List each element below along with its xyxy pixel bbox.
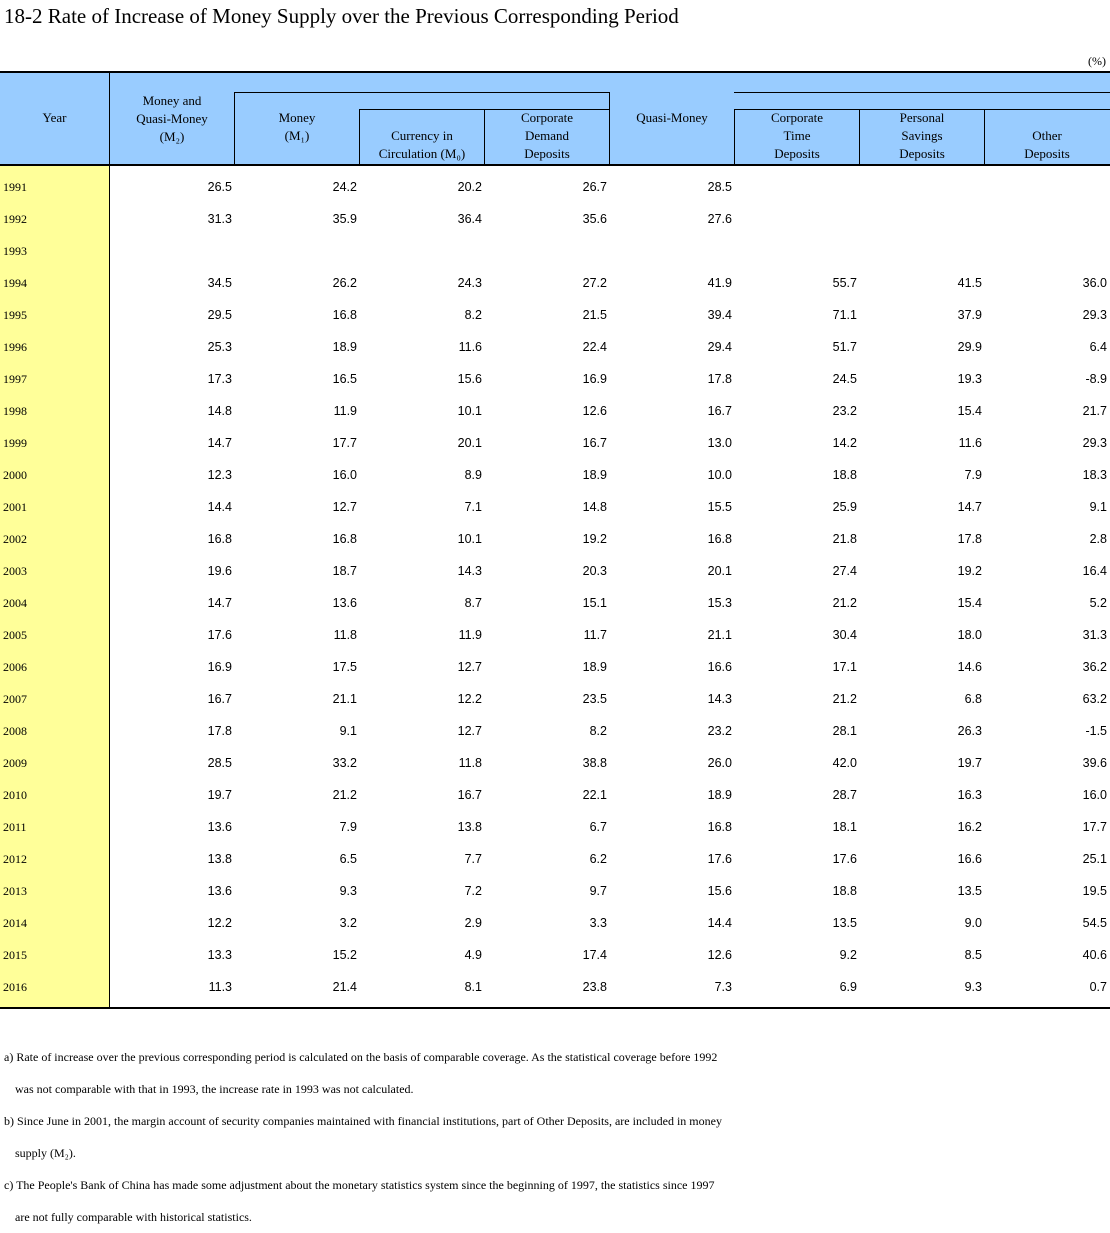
table-cell: 17.6 bbox=[832, 852, 857, 866]
table-cell: 39.6 bbox=[1082, 756, 1107, 770]
table-cell: 12.7 bbox=[457, 724, 482, 738]
table-cell: 14.4 bbox=[207, 500, 232, 514]
table-cell: 18.3 bbox=[1082, 468, 1107, 482]
note-b-cont: supply (M₂). bbox=[15, 1146, 76, 1160]
table-cell: 26.7 bbox=[582, 180, 607, 194]
table-cell: 9.2 bbox=[839, 948, 857, 962]
table-cell: 18.9 bbox=[332, 340, 357, 354]
row-year: 1996 bbox=[3, 340, 27, 354]
table-cell: 37.9 bbox=[957, 308, 982, 322]
table-cell: 16.5 bbox=[332, 372, 357, 386]
table-cell: 18.7 bbox=[332, 564, 357, 578]
table-cell: 17.5 bbox=[332, 660, 357, 674]
table-cell: 30.4 bbox=[832, 628, 857, 642]
table-cell: 8.1 bbox=[464, 980, 482, 994]
table-cell: 16.0 bbox=[1082, 788, 1107, 802]
table-cell: 21.2 bbox=[832, 692, 857, 706]
table-cell: 14.8 bbox=[582, 500, 607, 514]
table-cell: 4.9 bbox=[464, 948, 482, 962]
table-cell: 8.7 bbox=[464, 596, 482, 610]
table-cell: 11.6 bbox=[458, 340, 482, 354]
table-cell: 13.6 bbox=[207, 884, 232, 898]
note-c-cont: are not fully comparable with historical statistics. bbox=[15, 1210, 252, 1224]
table-cell: 18.9 bbox=[582, 660, 607, 674]
row-year: 1993 bbox=[3, 244, 27, 258]
table-cell: 16.7 bbox=[207, 692, 232, 706]
table-cell: 13.8 bbox=[207, 852, 232, 866]
row-year: 2007 bbox=[3, 692, 27, 706]
table-cell: 40.6 bbox=[1082, 948, 1107, 962]
table-cell: 5.2 bbox=[1089, 596, 1107, 610]
table-cell: 13.6 bbox=[207, 820, 232, 834]
table-cell: 7.9 bbox=[964, 468, 982, 482]
table-cell: 15.2 bbox=[332, 948, 357, 962]
money-group-rule bbox=[234, 92, 609, 93]
table-cell: 19.5 bbox=[1082, 884, 1107, 898]
table-cell: 13.5 bbox=[832, 916, 857, 930]
table-cell: 17.4 bbox=[582, 948, 607, 962]
table-cell: 29.3 bbox=[1082, 436, 1107, 450]
table-cell: 16.3 bbox=[957, 788, 982, 802]
table-cell: 9.1 bbox=[339, 724, 357, 738]
table-cell: 19.2 bbox=[957, 564, 982, 578]
unit-label: (%) bbox=[1088, 54, 1106, 68]
row-year: 2008 bbox=[3, 724, 27, 738]
table-cell: 23.2 bbox=[832, 404, 857, 418]
table-cell: 25.3 bbox=[207, 340, 232, 354]
table-cell: 16.2 bbox=[957, 820, 982, 834]
header-corp-demand: Corporate Demand Deposits bbox=[521, 110, 573, 161]
table-cell: 21.2 bbox=[832, 596, 857, 610]
table-cell: 11.9 bbox=[333, 404, 357, 418]
table-cell: 14.3 bbox=[457, 564, 482, 578]
table-cell: 16.9 bbox=[582, 372, 607, 386]
table-cell: 2.8 bbox=[1089, 532, 1107, 546]
table-cell: 23.2 bbox=[707, 724, 732, 738]
table-cell: 17.1 bbox=[832, 660, 857, 674]
table-cell: 9.3 bbox=[964, 980, 982, 994]
table-cell: 11.6 bbox=[958, 436, 982, 450]
table-cell: 14.8 bbox=[207, 404, 232, 418]
table-cell: 12.2 bbox=[207, 916, 232, 930]
table-cell: 10.0 bbox=[707, 468, 732, 482]
row-year: 2015 bbox=[3, 948, 27, 962]
table-cell: 18.9 bbox=[707, 788, 732, 802]
table-cell: 0.7 bbox=[1089, 980, 1107, 994]
table-cell: 21.2 bbox=[332, 788, 357, 802]
table-cell: 6.4 bbox=[1089, 340, 1107, 354]
table-cell: 14.7 bbox=[207, 596, 232, 610]
table-cell: 20.1 bbox=[707, 564, 732, 578]
table-cell: 63.2 bbox=[1082, 692, 1107, 706]
table-cell: 7.2 bbox=[464, 884, 482, 898]
header-personal-savings: Personal Savings Deposits bbox=[899, 110, 945, 161]
row-year: 2000 bbox=[3, 468, 27, 482]
note-a: a) Rate of increase over the previous corresponding period is calculated on the basis of comparable coverage. As the statistical coverage before 1992 bbox=[4, 1050, 718, 1064]
table-cell: 9.7 bbox=[589, 884, 607, 898]
table-cell: 26.0 bbox=[707, 756, 732, 770]
header-other-deposits: Other Deposits bbox=[1024, 128, 1070, 161]
table-cell: 39.4 bbox=[707, 308, 732, 322]
table-cell: 12.3 bbox=[207, 468, 232, 482]
table-cell: -1.5 bbox=[1085, 724, 1107, 738]
table-cell: 18.8 bbox=[832, 468, 857, 482]
table-cell: 20.3 bbox=[582, 564, 607, 578]
table-cell: 23.8 bbox=[582, 980, 607, 994]
table-cell: 12.6 bbox=[707, 948, 732, 962]
table-cell: 16.7 bbox=[582, 436, 607, 450]
table-cell: 55.7 bbox=[832, 276, 857, 290]
table-cell: 24.3 bbox=[457, 276, 482, 290]
table-cell: 28.5 bbox=[707, 180, 732, 194]
table-cell: 7.9 bbox=[339, 820, 357, 834]
table-cell: 16.8 bbox=[707, 820, 732, 834]
table-cell: 17.8 bbox=[207, 724, 232, 738]
table-cell: 16.7 bbox=[707, 404, 732, 418]
table-cell: 28.7 bbox=[832, 788, 857, 802]
table-cell: 9.3 bbox=[339, 884, 357, 898]
table-cell: 13.6 bbox=[332, 596, 357, 610]
note-a-cont: was not comparable with that in 1993, the increase rate in 1993 was not calculated. bbox=[15, 1082, 414, 1096]
table-cell: 41.9 bbox=[707, 276, 732, 290]
table-cell: 19.6 bbox=[207, 564, 232, 578]
table-cell: 25.1 bbox=[1082, 852, 1107, 866]
row-year: 2003 bbox=[3, 564, 27, 578]
table-cell: 15.6 bbox=[457, 372, 482, 386]
table-cell: 12.2 bbox=[457, 692, 482, 706]
table-cell: 2.9 bbox=[464, 916, 482, 930]
table-cell: 17.3 bbox=[207, 372, 232, 386]
header-divider-quasi bbox=[609, 92, 610, 164]
row-year: 2009 bbox=[3, 756, 27, 770]
table-cell: 16.7 bbox=[457, 788, 482, 802]
header-m2: Money and Quasi-Money (M₂) bbox=[136, 93, 208, 144]
table-cell: 16.8 bbox=[207, 532, 232, 546]
table-cell: 24.5 bbox=[832, 372, 857, 386]
table-cell: 36.2 bbox=[1082, 660, 1107, 674]
table-cell: 21.8 bbox=[832, 532, 857, 546]
table-cell: 25.9 bbox=[832, 500, 857, 514]
table-cell: 12.7 bbox=[332, 500, 357, 514]
table-cell: 21.1 bbox=[707, 628, 732, 642]
row-year: 1992 bbox=[3, 212, 27, 226]
quasi-group-rule bbox=[734, 92, 1110, 93]
table-cell: 14.3 bbox=[707, 692, 732, 706]
row-year: 1999 bbox=[3, 436, 27, 450]
header-bottom-rule bbox=[0, 164, 1110, 166]
table-cell: 13.0 bbox=[707, 436, 732, 450]
table-cell: 14.7 bbox=[207, 436, 232, 450]
table-cell: 21.7 bbox=[1082, 404, 1107, 418]
table-cell: 21.5 bbox=[582, 308, 607, 322]
table-cell: 18.8 bbox=[832, 884, 857, 898]
table-cell: 29.5 bbox=[207, 308, 232, 322]
table-cell: 16.8 bbox=[332, 532, 357, 546]
table-cell: 18.1 bbox=[832, 820, 857, 834]
row-year: 2001 bbox=[3, 500, 27, 514]
table-cell: 15.5 bbox=[707, 500, 732, 514]
table-cell: 27.2 bbox=[582, 276, 607, 290]
table-cell: 6.7 bbox=[589, 820, 607, 834]
table-cell: 20.2 bbox=[457, 180, 482, 194]
row-year: 2011 bbox=[3, 820, 27, 834]
table-cell: 7.7 bbox=[464, 852, 482, 866]
row-year: 1991 bbox=[3, 180, 27, 194]
table-cell: 23.5 bbox=[582, 692, 607, 706]
table-cell: 10.1 bbox=[457, 404, 482, 418]
row-year: 1997 bbox=[3, 372, 27, 386]
table-cell: 14.4 bbox=[707, 916, 732, 930]
table-cell: 17.6 bbox=[207, 628, 232, 642]
table-cell: 51.7 bbox=[832, 340, 857, 354]
table-cell: 13.8 bbox=[457, 820, 482, 834]
note-b: b) Since June in 2001, the margin account of security companies maintained with financial institutions, part of Other Deposits, are included in money bbox=[4, 1114, 722, 1128]
table-cell: 38.8 bbox=[582, 756, 607, 770]
table-cell: 16.8 bbox=[332, 308, 357, 322]
table-cell: 18.9 bbox=[582, 468, 607, 482]
table-cell: 29.4 bbox=[707, 340, 732, 354]
table-cell: 14.6 bbox=[957, 660, 982, 674]
row-year: 2016 bbox=[3, 980, 27, 994]
table-cell: 34.5 bbox=[207, 276, 232, 290]
table-cell: 14.7 bbox=[957, 500, 982, 514]
table-cell: 15.4 bbox=[957, 404, 982, 418]
table-cell: 26.3 bbox=[957, 724, 982, 738]
row-year: 2013 bbox=[3, 884, 27, 898]
table-cell: 13.3 bbox=[207, 948, 232, 962]
table-cell: 17.6 bbox=[707, 852, 732, 866]
table-cell: 17.7 bbox=[332, 436, 357, 450]
table-cell: 11.8 bbox=[333, 628, 357, 642]
table-cell: -8.9 bbox=[1085, 372, 1107, 386]
table-cell: 16.6 bbox=[957, 852, 982, 866]
row-year: 2010 bbox=[3, 788, 27, 802]
header-corp-time: Corporate Time Deposits bbox=[771, 110, 823, 161]
table-cell: 24.2 bbox=[332, 180, 357, 194]
table-cell: 15.4 bbox=[957, 596, 982, 610]
table-cell: 29.3 bbox=[1082, 308, 1107, 322]
row-year: 2004 bbox=[3, 596, 27, 610]
table-cell: 6.5 bbox=[339, 852, 357, 866]
table-cell: 13.5 bbox=[957, 884, 982, 898]
table-cell: 9.1 bbox=[1089, 500, 1107, 514]
table-cell: 31.3 bbox=[207, 212, 232, 226]
table-cell: 11.9 bbox=[458, 628, 482, 642]
table-cell: 8.5 bbox=[964, 948, 982, 962]
table-cell: 14.2 bbox=[832, 436, 857, 450]
table-cell: 22.4 bbox=[582, 340, 607, 354]
table-cell: 16.8 bbox=[707, 532, 732, 546]
top-rule bbox=[0, 71, 1110, 73]
table-cell: 19.7 bbox=[207, 788, 232, 802]
table-cell: 7.3 bbox=[714, 980, 732, 994]
table-cell: 3.2 bbox=[339, 916, 357, 930]
table-cell: 36.0 bbox=[1082, 276, 1107, 290]
table-cell: 16.0 bbox=[332, 468, 357, 482]
table-cell: 31.3 bbox=[1082, 628, 1107, 642]
bottom-rule bbox=[0, 1007, 1110, 1009]
table-cell: 36.4 bbox=[457, 212, 482, 226]
table-cell: 15.6 bbox=[707, 884, 732, 898]
table-cell: 12.7 bbox=[457, 660, 482, 674]
table-cell: 8.9 bbox=[464, 468, 482, 482]
row-year: 1994 bbox=[3, 276, 27, 290]
header-m0: Currency in Circulation (M₀) bbox=[378, 128, 466, 161]
table-cell: 17.8 bbox=[957, 532, 982, 546]
table-cell: 11.3 bbox=[208, 980, 232, 994]
table-cell: 22.1 bbox=[582, 788, 607, 802]
table-cell: 6.9 bbox=[839, 980, 857, 994]
table-cell: 16.9 bbox=[207, 660, 232, 674]
table-title: 18-2 Rate of Increase of Money Supply over the Previous Corresponding Period bbox=[4, 4, 679, 28]
table-cell: 9.0 bbox=[964, 916, 982, 930]
table-cell: 42.0 bbox=[832, 756, 857, 770]
table-cell: 54.5 bbox=[1082, 916, 1107, 930]
table-cell: 3.3 bbox=[589, 916, 607, 930]
table-cell: 8.2 bbox=[464, 308, 482, 322]
table-cell: 18.0 bbox=[957, 628, 982, 642]
year-column bbox=[0, 166, 109, 1007]
table-cell: 41.5 bbox=[957, 276, 982, 290]
table-cell: 7.1 bbox=[464, 500, 482, 514]
table-cell: 17.7 bbox=[1082, 820, 1107, 834]
table-cell: 12.6 bbox=[582, 404, 607, 418]
table-cell: 71.1 bbox=[832, 308, 857, 322]
table-cell: 16.6 bbox=[707, 660, 732, 674]
table-cell: 27.4 bbox=[832, 564, 857, 578]
table-cell: 6.2 bbox=[589, 852, 607, 866]
note-c: c) The People's Bank of China has made some adjustment about the monetary statistics system since the beginning of 1997, the statistics since 1997 bbox=[4, 1178, 715, 1192]
table-cell: 16.4 bbox=[1082, 564, 1107, 578]
table-cell: 26.5 bbox=[207, 180, 232, 194]
header-year: Year bbox=[42, 110, 67, 125]
table-cell: 33.2 bbox=[332, 756, 357, 770]
table-cell: 28.5 bbox=[207, 756, 232, 770]
row-year: 2006 bbox=[3, 660, 27, 674]
table-cell: 15.1 bbox=[582, 596, 607, 610]
year-col-divider bbox=[109, 73, 110, 1007]
table-cell: 19.2 bbox=[582, 532, 607, 546]
table-cell: 29.9 bbox=[957, 340, 982, 354]
table-cell: 21.1 bbox=[332, 692, 357, 706]
table-cell: 11.7 bbox=[583, 628, 607, 642]
table-cell: 20.1 bbox=[457, 436, 482, 450]
table-cell: 17.8 bbox=[707, 372, 732, 386]
header-m1: Money (M₁) bbox=[278, 110, 316, 143]
table-cell: 28.1 bbox=[832, 724, 857, 738]
row-year: 2002 bbox=[3, 532, 27, 546]
table-cell: 21.4 bbox=[332, 980, 357, 994]
table-cell: 27.6 bbox=[707, 212, 732, 226]
header-quasi-money: Quasi-Money bbox=[636, 110, 708, 125]
row-year: 2012 bbox=[3, 852, 27, 866]
table-cell: 15.3 bbox=[707, 596, 732, 610]
row-year: 1995 bbox=[3, 308, 27, 322]
table-cell: 26.2 bbox=[332, 276, 357, 290]
table-cell: 19.7 bbox=[957, 756, 982, 770]
table-cell: 10.1 bbox=[457, 532, 482, 546]
table-cell: 8.2 bbox=[589, 724, 607, 738]
table-cell: 35.6 bbox=[582, 212, 607, 226]
table-cell: 11.8 bbox=[458, 756, 482, 770]
row-year: 1998 bbox=[3, 404, 27, 418]
table-cell: 19.3 bbox=[957, 372, 982, 386]
table-cell: 35.9 bbox=[332, 212, 357, 226]
row-year: 2005 bbox=[3, 628, 27, 642]
row-year: 2014 bbox=[3, 916, 27, 930]
table-cell: 6.8 bbox=[964, 692, 982, 706]
